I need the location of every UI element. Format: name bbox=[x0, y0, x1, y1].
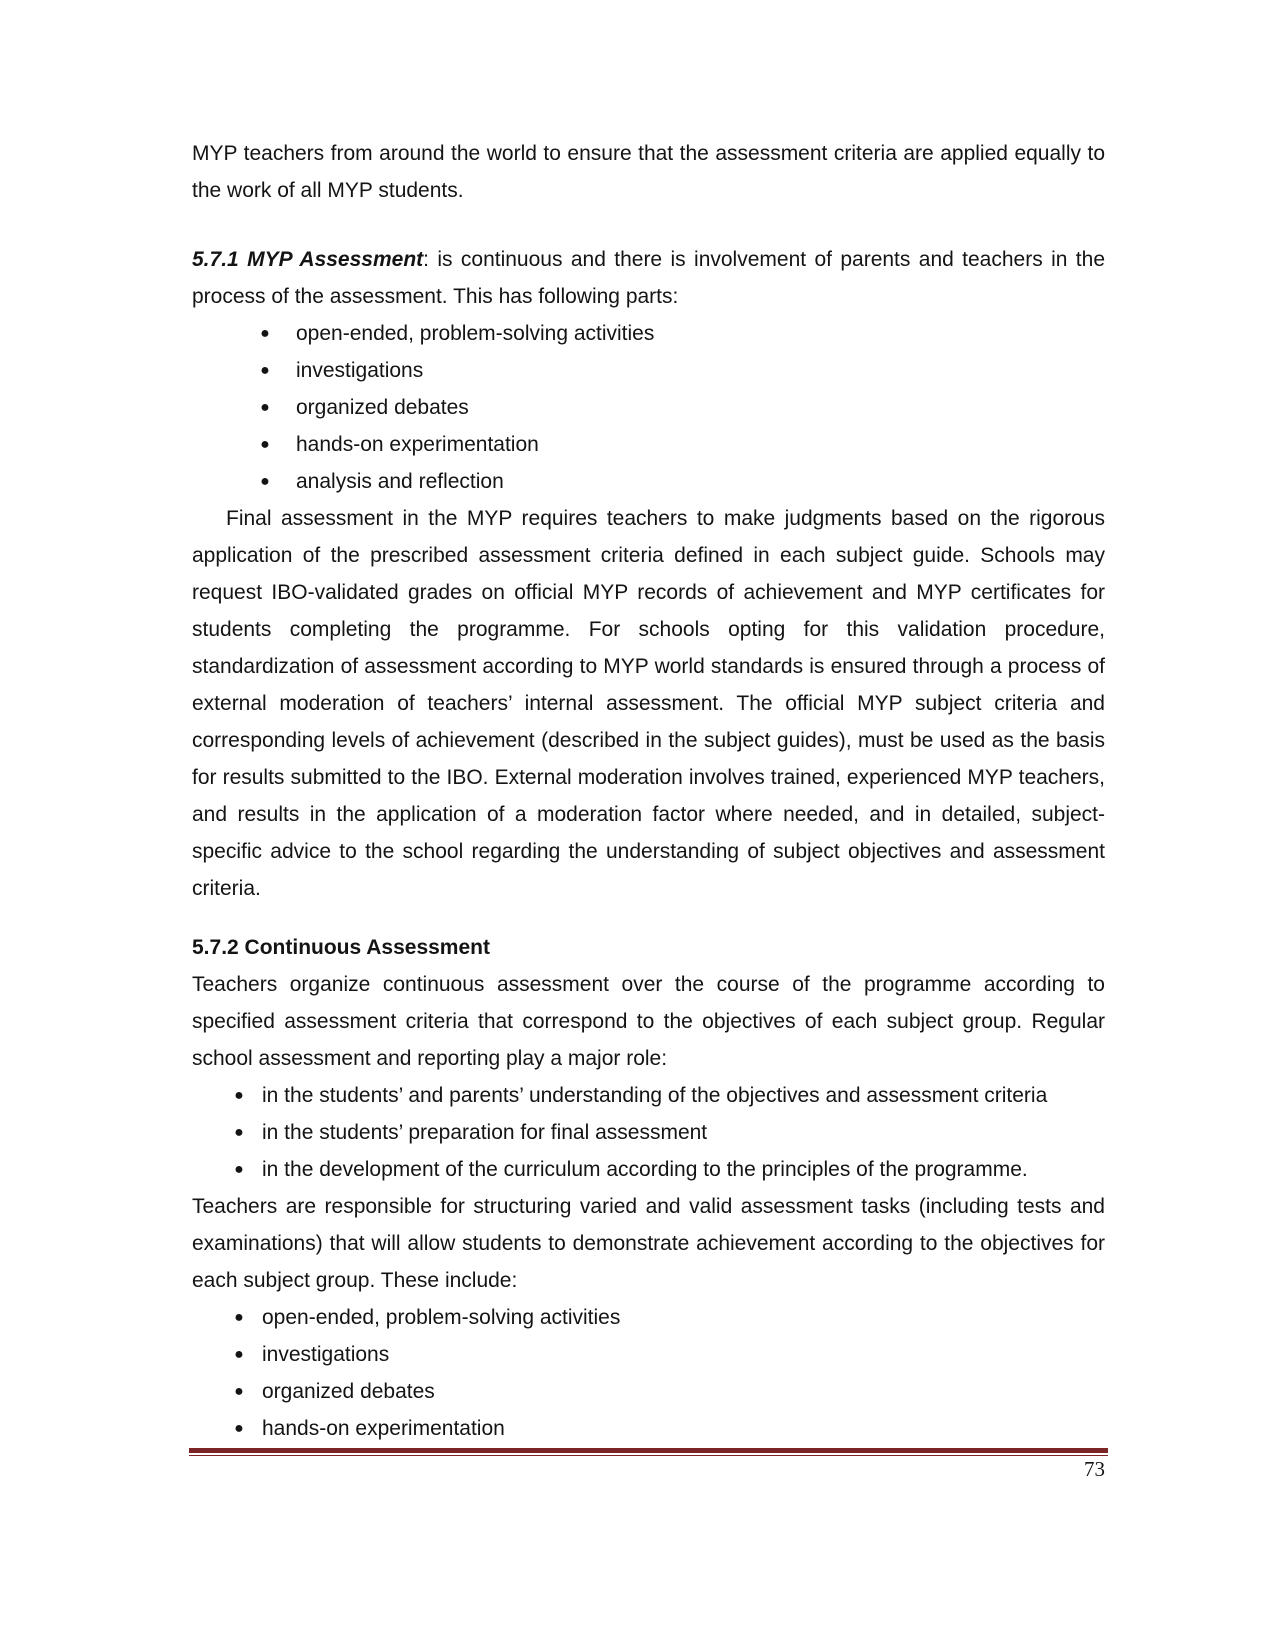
bullet-icon: ● bbox=[234, 1420, 244, 1437]
list-item: ● in the students’ and parents’ understanding of the objectives and assessment criteria bbox=[192, 1077, 1105, 1114]
list-item: ● in the students’ preparation for final assessment bbox=[192, 1114, 1105, 1151]
list-item: ● in the development of the curriculum according to the principles of the programme. bbox=[192, 1151, 1105, 1188]
footer-rule bbox=[189, 1448, 1108, 1456]
footer-rule-thin bbox=[189, 1455, 1108, 1456]
section-571-heading: 5.7.1 MYP Assessment bbox=[192, 248, 424, 271]
list-item: ● hands-on experimentation bbox=[192, 426, 1105, 463]
list-item: ● open-ended, problem-solving activities bbox=[192, 1299, 1105, 1336]
bullet-icon: ● bbox=[260, 436, 270, 453]
assessment-tasks-paragraph: Teachers are responsible for structuring varied and valid assessment tasks (including tests and examinations) that will allow students to demonstrate achievement according to the objectives for each subject group. These include: bbox=[192, 1195, 1105, 1292]
bullet-icon: ● bbox=[260, 473, 270, 490]
bullet-icon: ● bbox=[260, 399, 270, 416]
final-assessment-paragraph: Final assessment in the MYP requires teachers to make judgments based on the rigorous application of the prescribed assessment criteria defined in each subject guide. Schools may request IBO-validated grades on official MYP records of achievement and MYP certificates for students completing the programme. For schools opting for this validation procedure, standardization of assessment according to MYP world standards is ensured through a process of external moderation of teachers’ internal assessment. The official MYP subject criteria and corresponding levels of achievement (described in the subject guides), must be used as the basis for results submitted to the IBO. External moderation involves trained, experienced MYP teachers, and results in the application of a moderation factor where needed, and in detailed, subject-specific advice to the school regarding the understanding of subject objectives and assessment criteria. bbox=[192, 507, 1105, 900]
bullet-icon: ● bbox=[260, 325, 270, 342]
intro-paragraph: MYP teachers from around the world to ensure that the assessment criteria are applied equally to the work of all MYP students. bbox=[192, 142, 1105, 202]
list-item: ● organized debates bbox=[192, 389, 1105, 426]
section-572-heading: 5.7.2 Continuous Assessment bbox=[192, 936, 490, 959]
bullet-icon: ● bbox=[234, 1309, 244, 1326]
section-572-intro: Teachers organize continuous assessment over the course of the programme according to specified assessment criteria that correspond to the objectives of each subject group. Regular school assessment and reporting play a major role: bbox=[192, 973, 1105, 1070]
list-item: ● open-ended, problem-solving activities bbox=[192, 315, 1105, 352]
page-body bbox=[192, 135, 1105, 1447]
bullet-icon: ● bbox=[234, 1124, 244, 1141]
bullet-icon: ● bbox=[234, 1383, 244, 1400]
assessment-parts-list bbox=[192, 315, 1105, 500]
list-item: ● analysis and reflection bbox=[192, 463, 1105, 500]
bullet-icon: ● bbox=[260, 362, 270, 379]
assessment-roles-list bbox=[192, 1077, 1105, 1188]
list-item: ● investigations bbox=[192, 352, 1105, 389]
section-571-intro bbox=[192, 241, 1105, 315]
section-571-intro-text: : is continuous and there is involvement of parents and teachers in the process of the assessment. This has following parts: bbox=[192, 248, 1105, 308]
bullet-icon: ● bbox=[234, 1161, 244, 1178]
list-item: ● investigations bbox=[192, 1336, 1105, 1373]
footer-rule-thick bbox=[189, 1448, 1108, 1453]
list-item: ● organized debates bbox=[192, 1373, 1105, 1410]
page-number: 73 bbox=[1084, 1457, 1105, 1481]
bullet-icon: ● bbox=[234, 1346, 244, 1363]
bullet-icon: ● bbox=[234, 1087, 244, 1104]
list-item: ● hands-on experimentation bbox=[192, 1410, 1105, 1447]
assessment-tasks-list bbox=[192, 1299, 1105, 1447]
